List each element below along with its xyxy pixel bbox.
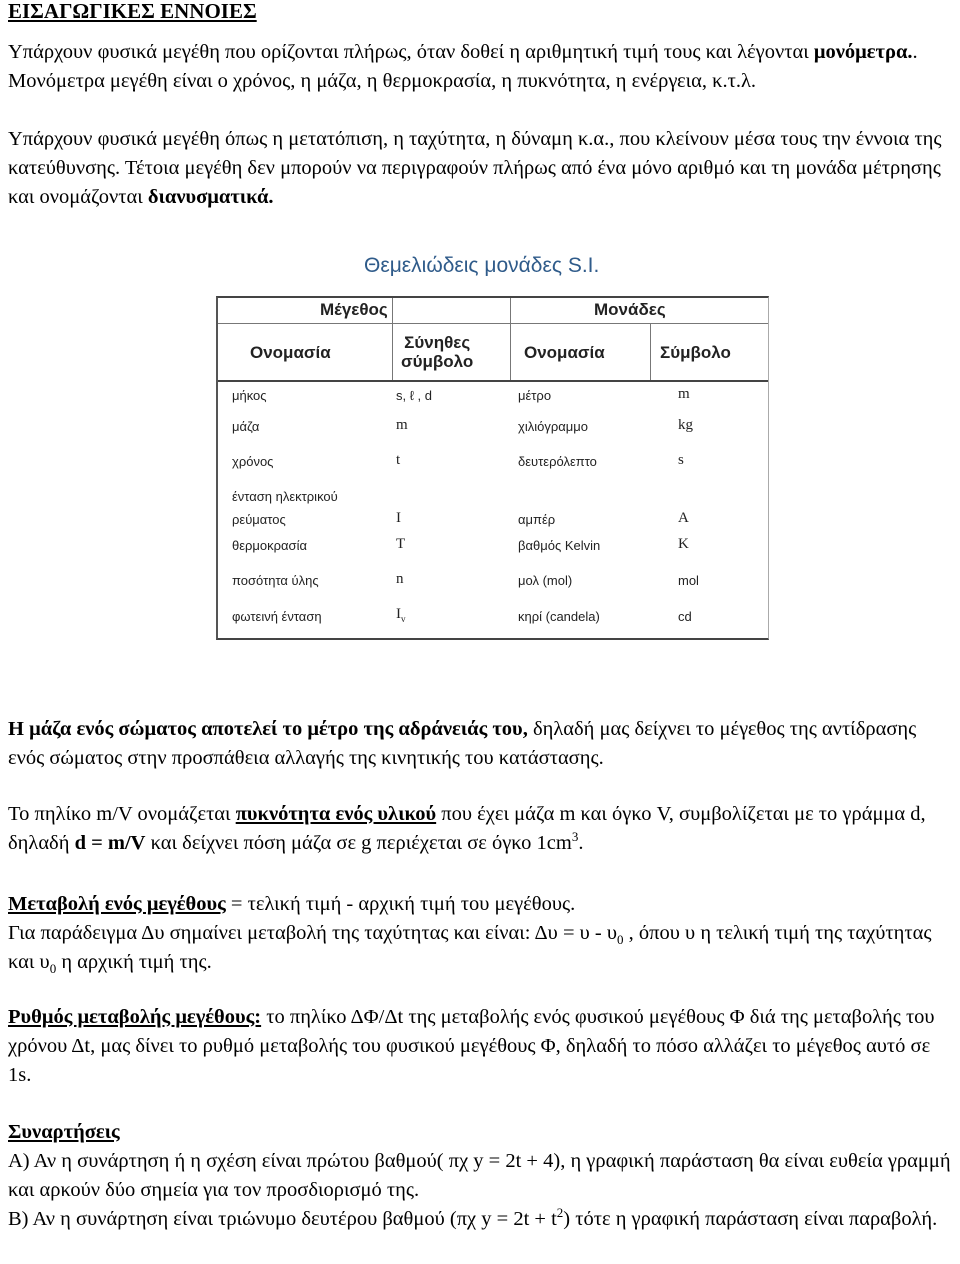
superscript: 3 [571,829,579,845]
text: η αρχική τιμή της. [56,951,212,973]
subscript: v [401,614,406,624]
text: Β) Αν η συνάρτηση είναι τριώνυμο δευτέρου βαθμού (πχ y = 2t + t [8,1208,557,1230]
functions-paragraph [8,1118,953,1234]
row-unit: χιλιόγραμμο [518,419,588,434]
row-name: χρόνος [232,454,274,469]
text: , όπου υ η τελική τιμή της ταχύτητας και υ [8,922,932,973]
subscript: 0 [49,961,57,977]
row-unit: αμπέρ [518,512,556,527]
text: δηλαδή μας δείχνει το μέγεθος της αντίδρασης ενός σώματος στην προσπάθεια αλλαγής της κινητικής του κατάστασης. [8,718,917,769]
row-name: ρεύματος [232,512,286,527]
text: σύμβολο [401,352,474,371]
text: ) τότε η γραφική παράσταση είναι παραβολή. [563,1208,938,1230]
text: Δυ [141,922,165,944]
row-symbol [396,606,406,623]
row-unit: κηρί (candela) [518,609,600,624]
page-title: ΕΙΣΑΓΩΓΙΚΕΣ ΕΝΝΟΙΕΣ [8,0,257,23]
density-formula: d = m/V [74,832,146,854]
text: Για παράδειγμα [8,922,142,944]
rate-formula: ΔΦ/Δt [350,1006,404,1028]
row-name: ένταση ηλεκτρικού [232,489,338,504]
header-rule [218,380,768,382]
divider [650,324,651,381]
col-header-name: Ονομασία [250,343,331,362]
row-symbol: t [396,452,401,468]
row-unit: δευτερόλεπτο [518,454,597,469]
row-symbol: n [396,571,404,587]
mass-definition: Η μάζα ενός σώματος αποτελεί το μέτρο της αδράνειάς του, [8,718,528,740]
text: το πηλίκο [261,1006,351,1028]
text: , μας δίνει το ρυθμό μεταβολής του φυσικού μεγέθους Φ, δηλαδή το πόσο αλλάζει το μέγεθος αυτό σε 1s. [8,1035,931,1086]
rate-paragraph [8,1003,953,1090]
divider [218,323,768,324]
text: = τελική τιμή - αρχική τιμή του μεγέθους. [225,893,576,915]
row-unit: βαθμός Kelvin [518,538,601,553]
row-name: θερμοκρασία [232,538,307,553]
row-name: φωτεινή ένταση [232,609,322,624]
si-units-table [216,296,769,640]
text: που έχει μάζα m και όγκο V, συμβολίζεται με το γράμμα d, δηλαδή [8,803,926,854]
term-rate: Ρυθμός μεταβολής μεγέθους: [8,1006,262,1028]
text: της μεταβολής ενός φυσικού μεγέθους Φ διά της μεταβολής του χρόνου [8,1006,935,1057]
text: = υ - υ [557,922,618,944]
text: και δείχνει πόση μάζα σε g περιέχεται σε όγκο 1cm [145,832,572,854]
intro-paragraph-vectors [8,125,953,212]
text: Δt [71,1035,91,1057]
row-symbol: I [396,510,401,526]
term-vectors: διανυσματικά. [147,186,274,208]
col-header-symbol [401,333,473,371]
row-unit-symbol: kg [678,417,693,433]
text: . [578,832,584,854]
functions-heading: Συναρτήσεις [8,1121,120,1143]
text: . Μονόμετρα μεγέθη είναι ο χρόνος, η μάζα, η θερμοκρασία, η πυκνότητα, η ενέργεια, κ.τ.λ. [8,41,918,92]
text: Υπάρχουν φυσικά μεγέθη που ορίζονται πλήρως, όταν δοθεί η αριθμητική τιμή τους και λέγονται [8,41,814,63]
row-unit-symbol: s [678,452,684,468]
row-name: ποσότητα ύλης [232,573,319,588]
row-unit-symbol: A [678,510,689,526]
divider [510,298,511,381]
row-name: μήκος [232,388,267,403]
row-unit: μέτρο [518,388,552,403]
divider [392,298,393,381]
term-change: Μεταβολή ενός μεγέθους [8,893,226,915]
row-unit-symbol: K [678,536,689,552]
text: I [396,606,401,622]
superscript: 2 [556,1205,564,1221]
group-header-quantity: Μέγεθος [320,300,388,319]
si-table-title: Θεμελιώδεις μονάδες S.I. [364,254,600,277]
col-header-unit-symbol: Σύμβολο [660,343,731,362]
term-density: πυκνότητα ενός υλικού [235,803,437,825]
row-unit-symbol: mol [678,573,699,588]
text: Δυ [534,922,558,944]
row-symbol: T [396,536,406,552]
text: Το πηλίκο m/V ονομάζεται [8,803,236,825]
text: Α) Αν η συνάρτηση ή η σχέση είναι πρώτου βαθμού( πχ y = 2t + 4), η γραφική παράσταση θα είναι ευθεία γραμμή και αρκούν δύο σημεία για τον προσδιορισμό της. [8,1150,951,1201]
row-name: μάζα [232,419,260,434]
text: Σύνηθες [404,333,471,352]
row-symbol: s, ℓ , d [396,388,432,403]
row-symbol: m [396,417,408,433]
row-unit-symbol: m [678,386,690,402]
row-unit: μολ (mol) [518,573,573,588]
col-header-unit-name: Ονομασία [524,343,605,362]
density-paragraph [8,800,953,858]
mass-paragraph [8,715,953,773]
term-scalars: μονόμετρα. [813,41,913,63]
text: σημαίνει μεταβολή της ταχύτητας και είναι: [164,922,535,944]
intro-paragraph-scalars [8,38,953,96]
change-paragraph [8,890,953,977]
group-header-units: Μονάδες [594,300,666,319]
text: Υπάρχουν φυσικά μεγέθη όπως η μετατόπιση, η ταχύτητα, η δύναμη κ.α., που κλείνουν μέσα τους την έννοια της κατεύθυνσης. Τέτοια μεγέθη δεν μπορούν να περιγραφούν πλήρως από ένα μόνο αριθμό και τη μονάδα μέτρησης και ονομάζονται [8,128,942,208]
row-unit-symbol: cd [678,609,692,624]
subscript: 0 [617,932,624,948]
